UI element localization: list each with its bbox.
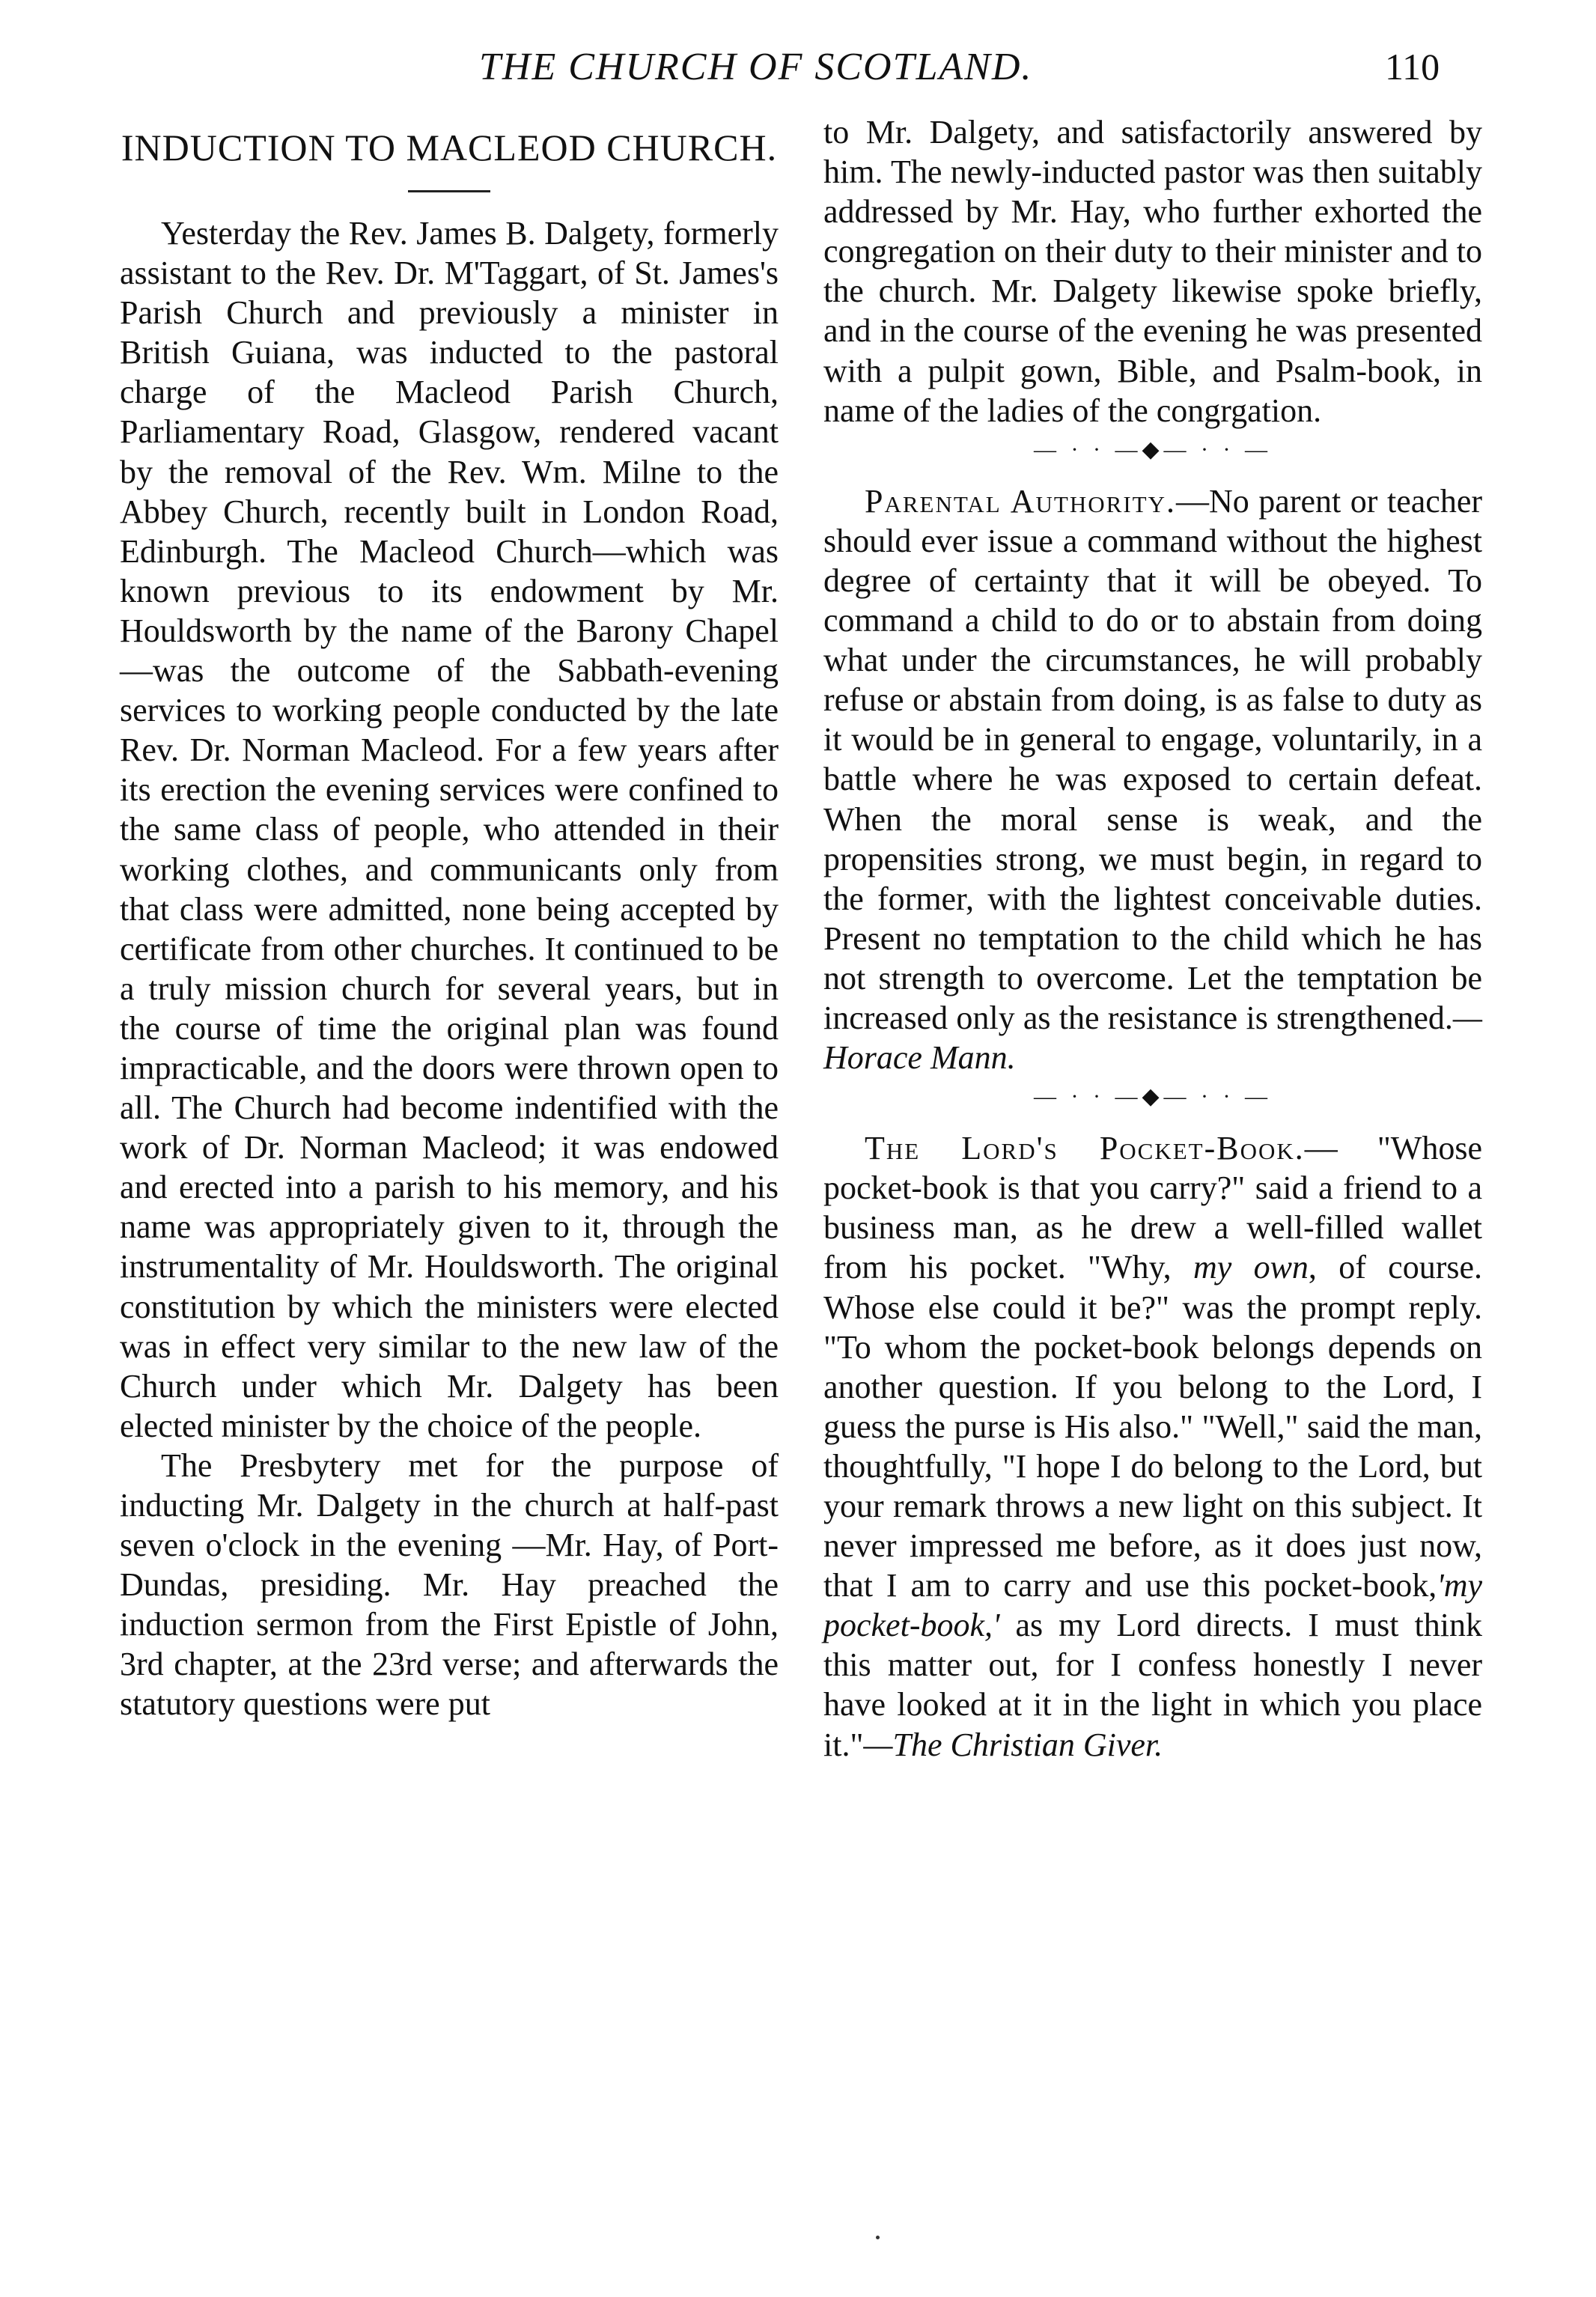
heading-rule xyxy=(408,190,490,192)
pocket-book-lead: The Lord's Pocket-Book. xyxy=(865,1130,1305,1167)
right-column xyxy=(823,112,1482,1765)
pocket-book-body-b: , of course. Whose else could it be?" was the prompt reply. "To whom the pocket-book belongs depends on another question. If you belong to the Lord, I guess the purse is His also." "Well," said the man, thoughtfully, "I hope I do belong to the Lord, but your remark throws a new light on this subject. It never impressed me before, as it does just now, that I am to carry and use this pocket-book, xyxy=(823,1249,1482,1604)
article-heading-induction: INDUCTION TO MACLEOD CHURCH. xyxy=(121,127,778,168)
pocket-book-emphasis-1: my own xyxy=(1193,1249,1309,1286)
pocket-book-body-a: — "Whose pocket-book is that you carry?" said a friend to a business man, as he drew a well-filled wallet from his pocket. "Why, xyxy=(823,1130,1482,1286)
pocket-book-body-c: as my Lord directs. I must think this matter out, for I confess honestly I never have looked at it in the light in which you place it." xyxy=(823,1607,1482,1763)
section-divider-ornament-2: — · · —◆— · · — xyxy=(1033,1084,1273,1110)
pocket-book-attribution: —The Christian Giver. xyxy=(863,1726,1163,1763)
parental-authority-paragraph xyxy=(823,481,1482,1077)
running-header xyxy=(0,45,1596,105)
parental-authority-lead: Parental Authority. xyxy=(865,482,1176,520)
stray-mark xyxy=(876,2236,880,2239)
running-title: THE CHURCH OF SCOTLAND. xyxy=(479,46,1033,88)
induction-paragraph-3: to Mr. Dalgety, and satisfactorily answered by him. The newly-inducted pastor was then suitably addressed by Mr. Hay, who further exhorted the congregation on their duty to their minister and to the church. Mr. Dalgety likewise spoke briefly, and in the course of the evening he was presented with a pulpit gown, Bible, and Psalm-book, in name of the ladies of the congrgation. xyxy=(823,114,1482,429)
page-number: 110 xyxy=(1385,46,1440,88)
induction-paragraph-2: The Presbytery met for the purpose of inducting Mr. Dalgety in the church at half-past seven o'clock in the evening —Mr. Hay, of Port-Dundas, presiding. Mr. Hay preached the induction sermon from the First Epistle of John, 3rd chapter, at the 23rd verse; and afterwards the statutory questions were put xyxy=(120,1446,779,1723)
parental-authority-body: —No parent or teacher should ever issue a command without the highest degree of certainty that it will be obeyed. To command a child to do or to abstain from doing what under the circumstances, he will probably refuse or abstain from doing, is as false to duty as it would be in general to engage, voluntarily, in a battle where he was exposed to certain defeat. When the moral sense is weak, and the propensities strong, we must begin, in regard to the former, with the lightest conceivable duties. Present no temptation to the child which he has not strength to overcome. Let the temptation be increased only as the resistance is strengthened. xyxy=(823,482,1483,1036)
induction-paragraph-1: Yesterday the Rev. James B. Dalgety, formerly assistant to the Rev. Dr. M'Taggart, of St. James's Parish Church and previously a minister in British Guiana, was inducted to the pastoral charge of the Macleod Parish Church, Parliamentary Road, Glasgow, rendered vacant by the removal of the Rev. Wm. Milne to the Abbey Church, recently built in London Road, Edinburgh. The Macleod Church—which was known previous to its endowment by Mr. Houldsworth by the name of the Barony Chapel—was the outcome of the Sabbath-evening services to working people conducted by the late Rev. Dr. Norman Macleod. For a few years after its erection the evening services were confined to the same class of people, who attended in their working clothes, and communicants only from that class were admitted, none being accepted by certificate from other churches. It continued to be a truly mission church for several years, but in the course of time the original plan was found impracticable, and the doors were thrown open to all. The Church had become indentified with the work of Dr. Norman Macleod; it was endowed and erected into a parish to his memory, and his name was appropriately given to it, through the instrumentality of Mr. Houldsworth. The original constitution by which the ministers were elected was in effect very similar to the new law of the Church under which Mr. Dalgety has been elected minister by the choice of the people. xyxy=(120,215,779,1444)
pocket-book-emphasis-2: 'my pocket-book,' xyxy=(823,1567,1482,1644)
parental-authority-attribution: —Horace Mann. xyxy=(823,999,1482,1077)
left-column xyxy=(120,112,779,1724)
section-divider-ornament: — · · —◆— · · — xyxy=(1033,436,1273,462)
pocket-book-paragraph xyxy=(823,1128,1482,1765)
